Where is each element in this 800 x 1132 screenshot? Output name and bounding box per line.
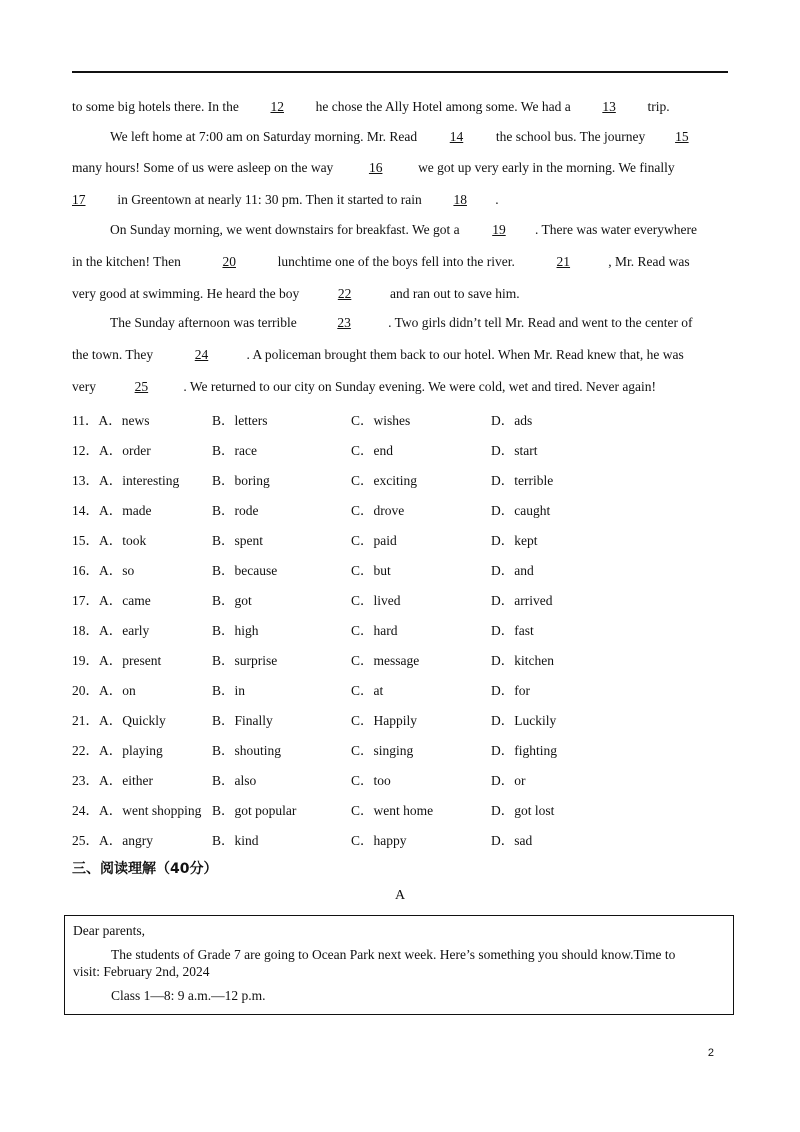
option-choice[interactable]: B．surprise [212, 653, 278, 668]
option-choice[interactable]: B．high [212, 623, 259, 638]
option-choice[interactable]: C．exciting [351, 473, 417, 488]
passage-line: We left home at 7:00 am on Saturday morning. Mr. Read 14 the school bus. The journey 15 [110, 129, 689, 144]
passage-line: 17 in Greentown at nearly 11: 30 pm. Then it started to rain 18 . [72, 192, 499, 207]
option-choice[interactable]: C．went home [351, 803, 434, 818]
option-choice[interactable]: 22．A．playing [72, 743, 163, 758]
section-title: 三、阅读理解（40分） [72, 861, 218, 877]
option-choice[interactable]: C．singing [351, 743, 414, 758]
passage-line: The Sunday afternoon was terrible 23 . Two girls didn’t tell Mr. Read and went to the center of [110, 315, 693, 330]
option-row [72, 589, 728, 619]
option-choice[interactable]: D．kitchen [491, 653, 554, 668]
option-choice[interactable]: D．fast [491, 623, 534, 638]
option-choice[interactable]: 12．A．order [72, 443, 151, 458]
option-choice[interactable]: 17．A．came [72, 593, 151, 608]
page-number: 2 [707, 1047, 714, 1059]
option-row [72, 559, 728, 589]
notice-box [64, 915, 734, 1015]
option-choice[interactable]: C．end [351, 443, 393, 458]
option-choice[interactable]: C．drove [351, 503, 405, 518]
option-choice[interactable]: C．happy [351, 833, 407, 848]
option-choice[interactable]: D．fighting [491, 743, 557, 758]
option-choice[interactable]: C．at [351, 683, 384, 698]
notice-body: visit: February 2nd, 2024 [73, 964, 210, 979]
option-choice[interactable]: D．terrible [491, 473, 554, 488]
option-row [72, 799, 728, 829]
option-choice[interactable]: 19．A．present [72, 653, 162, 668]
header-rule [72, 71, 728, 73]
blank-16[interactable]: 16 [368, 160, 383, 175]
notice-body: The students of Grade 7 are going to Ocean Park next week. Here’s something you should know.Time to [111, 947, 676, 962]
option-choice[interactable]: C．but [351, 563, 391, 578]
option-choice[interactable]: D．and [491, 563, 534, 578]
passage-line: very good at swimming. He heard the boy 22 and ran out to save him. [72, 286, 520, 301]
option-choice[interactable]: D．got lost [491, 803, 555, 818]
option-choice[interactable]: 21．A．Quickly [72, 713, 166, 728]
option-choice[interactable]: D．ads [491, 413, 533, 428]
option-row [72, 679, 728, 709]
option-choice[interactable]: 14．A．made [72, 503, 152, 518]
option-choice[interactable]: B．because [212, 563, 278, 578]
notice-greeting: Dear parents, [73, 923, 145, 938]
blank-13[interactable]: 13 [602, 99, 616, 114]
option-row [72, 439, 728, 469]
option-row [72, 499, 728, 529]
option-choice[interactable]: C．hard [351, 623, 398, 638]
passage-line: the town. They 24 . A policeman brought them back to our hotel. When Mr. Read knew that, he was [72, 347, 684, 362]
option-choice[interactable]: B．kind [212, 833, 259, 848]
option-choice[interactable]: 23．A．either [72, 773, 153, 788]
blank-24[interactable]: 24 [194, 347, 209, 362]
blank-19[interactable]: 19 [492, 222, 506, 237]
option-choice[interactable]: 24．A．went shopping [72, 803, 202, 818]
option-choice[interactable]: C．too [351, 773, 391, 788]
option-choice[interactable]: B．rode [212, 503, 259, 518]
option-choice[interactable]: C．paid [351, 533, 397, 548]
option-choice[interactable]: D．or [491, 773, 526, 788]
blank-15[interactable]: 15 [675, 129, 689, 144]
option-row [72, 649, 728, 679]
option-choice[interactable]: C．Happily [351, 713, 417, 728]
option-row [72, 409, 728, 439]
option-choice[interactable]: B．got popular [212, 803, 297, 818]
option-choice[interactable]: B．Finally [212, 713, 273, 728]
option-choice[interactable]: 15．A．took [72, 533, 147, 548]
option-choice[interactable]: D．caught [491, 503, 551, 518]
option-row [72, 709, 728, 739]
passage-line: very 25 . We returned to our city on Sunday evening. We were cold, wet and tired. Never again! [72, 379, 657, 394]
option-choice[interactable]: 20．A．on [72, 683, 136, 698]
option-choice[interactable]: D．start [491, 443, 538, 458]
option-row [72, 829, 728, 859]
passage-line: to some big hotels there. In the 12 he chose the Ally Hotel among some. We had a 13 trip. [72, 99, 670, 114]
blank-18[interactable]: 18 [453, 192, 467, 207]
option-choice[interactable]: D．Luckily [491, 713, 557, 728]
option-choice[interactable]: B．spent [212, 533, 264, 548]
notice-schedule: Class 1—8: 9 a.m.—12 p.m. [111, 988, 266, 1003]
option-row [72, 619, 728, 649]
blank-21[interactable]: 21 [556, 254, 571, 269]
option-choice[interactable]: C．wishes [351, 413, 411, 428]
option-row [72, 769, 728, 799]
passage-line: many hours! Some of us were asleep on the way 16 we got up very early in the morning. We finally [72, 160, 675, 175]
blank-17[interactable]: 17 [72, 192, 86, 207]
reading-label: A [394, 888, 406, 903]
option-choice[interactable]: D．kept [491, 533, 538, 548]
option-choice[interactable]: B．got [212, 593, 252, 608]
option-choice[interactable]: C．lived [351, 593, 401, 608]
blank-22[interactable]: 22 [337, 286, 352, 301]
blank-20[interactable]: 20 [222, 254, 236, 269]
option-choice[interactable]: B．also [212, 773, 257, 788]
option-choice[interactable]: D．sad [491, 833, 533, 848]
option-choice[interactable]: B．boring [212, 473, 270, 488]
option-row [72, 529, 728, 559]
option-choice[interactable]: B．race [212, 443, 257, 458]
option-choice[interactable]: D．arrived [491, 593, 553, 608]
option-choice[interactable]: B．in [212, 683, 246, 698]
option-row [72, 739, 728, 769]
option-choice[interactable]: 18．A．early [72, 623, 150, 638]
option-choice[interactable]: 11．A．news [72, 413, 150, 428]
option-choice[interactable]: 25．A．angry [72, 833, 153, 848]
passage-line: in the kitchen! Then 20 lunchtime one of the boys fell into the river. 21 , Mr. Read was [72, 254, 690, 269]
option-choice[interactable]: 13．A．interesting [72, 473, 180, 488]
blank-14[interactable]: 14 [449, 129, 464, 144]
option-choice[interactable]: C．message [351, 653, 420, 668]
options-list [72, 409, 728, 859]
option-choice[interactable]: B．shouting [212, 743, 282, 758]
option-choice[interactable]: 16．A．so [72, 563, 135, 578]
blank-25[interactable]: 25 [134, 379, 149, 394]
passage-line: On Sunday morning, we went downstairs for breakfast. We got a 19 . There was water everywhere [110, 222, 698, 237]
blank-23[interactable]: 23 [337, 315, 351, 330]
option-choice[interactable]: D．for [491, 683, 530, 698]
option-row [72, 469, 728, 499]
option-choice[interactable]: B．letters [212, 413, 268, 428]
blank-12[interactable]: 12 [270, 99, 284, 114]
